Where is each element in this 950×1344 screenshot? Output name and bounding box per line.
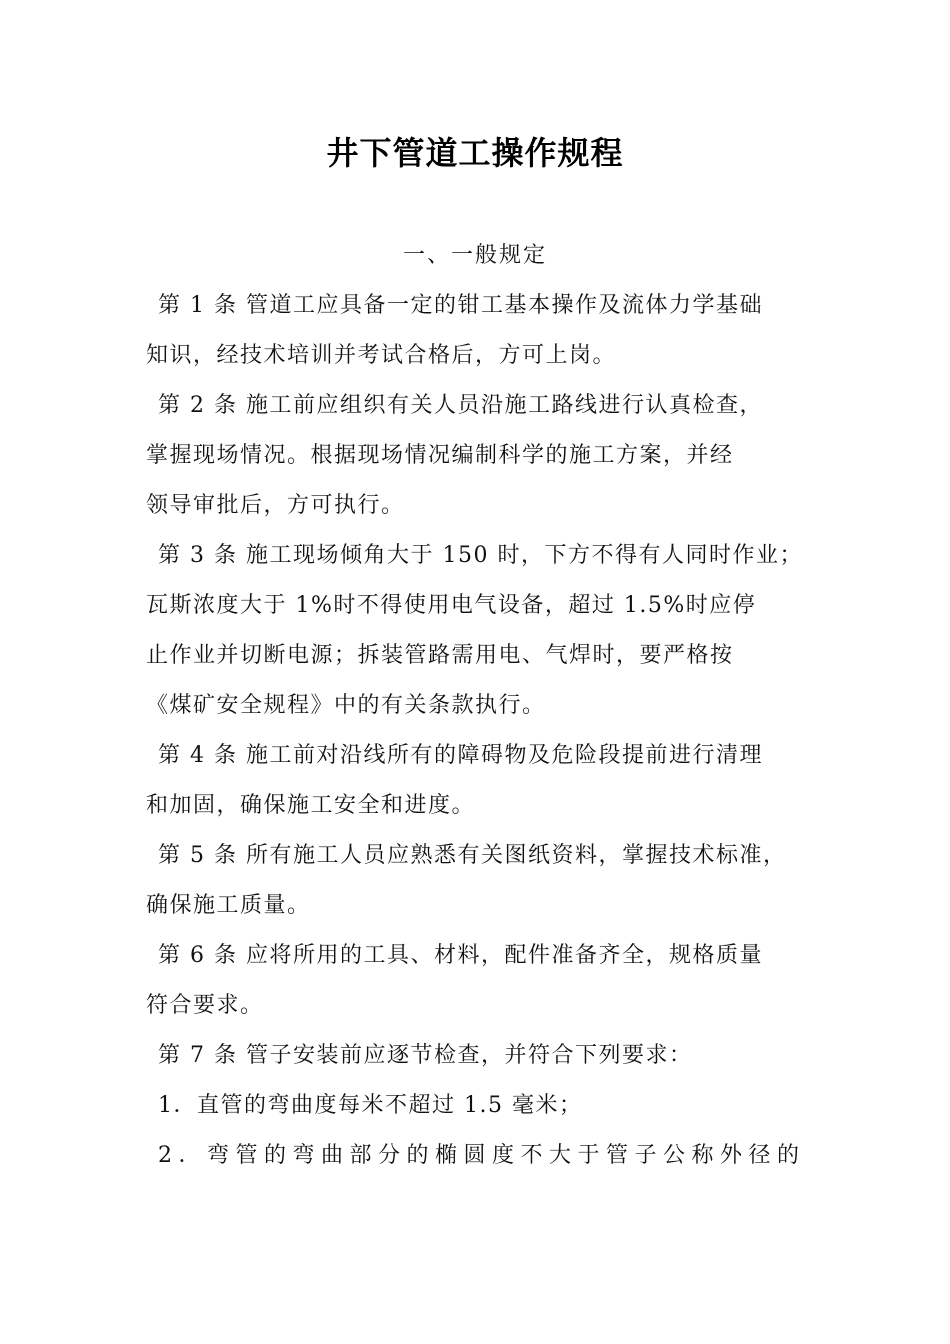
body-line: 第 5 条 所有施工人员应熟悉有关图纸资料，掌握技术标准， bbox=[158, 843, 787, 868]
body-line: 符合要求。 bbox=[146, 993, 264, 1018]
body-line: 第 4 条 施工前对沿线所有的障碍物及危险段提前进行清理 bbox=[158, 743, 763, 768]
body-line: 知识，经技术培训并考试合格后，方可上岗。 bbox=[146, 343, 617, 368]
body-line: 第 2 条 施工前应组织有关人员沿施工路线进行认真检查， bbox=[158, 393, 763, 418]
body-line: 第 3 条 施工现场倾角大于 150 时，下方不得有人同时作业； bbox=[158, 543, 803, 568]
body-line: 领导审批后，方可执行。 bbox=[146, 493, 405, 518]
body-line: 掌握现场情况。根据现场情况编制科学的施工方案，并经 bbox=[146, 443, 734, 468]
body-line: 和加固，确保施工安全和进度。 bbox=[146, 793, 476, 818]
body-line: 2．弯管的弯曲部分的椭圆度不大于管子公称外径的 bbox=[158, 1143, 806, 1168]
body-line: 确保施工质量。 bbox=[146, 893, 311, 918]
body-line: 第 6 条 应将所用的工具、材料，配件准备齐全，规格质量 bbox=[158, 943, 763, 968]
body-line: 1．直管的弯曲度每米不超过 1.5 毫米； bbox=[158, 1093, 583, 1118]
body-line: 止作业并切断电源；拆装管路需用电、气焊时，要严格按 bbox=[146, 643, 734, 668]
body-line: 《煤矿安全规程》中的有关条款执行。 bbox=[146, 693, 546, 718]
section-heading: 一、一般规定 bbox=[402, 243, 547, 268]
body-line: 第 7 条 管子安装前应逐节检查，并符合下列要求： bbox=[158, 1043, 693, 1068]
body-line: 第 1 条 管道工应具备一定的钳工基本操作及流体力学基础 bbox=[158, 293, 763, 318]
body-line: 瓦斯浓度大于 1%时不得使用电气设备，超过 1.5%时应停 bbox=[146, 593, 757, 618]
document-title: 井下管道工操作规程 bbox=[326, 134, 624, 172]
